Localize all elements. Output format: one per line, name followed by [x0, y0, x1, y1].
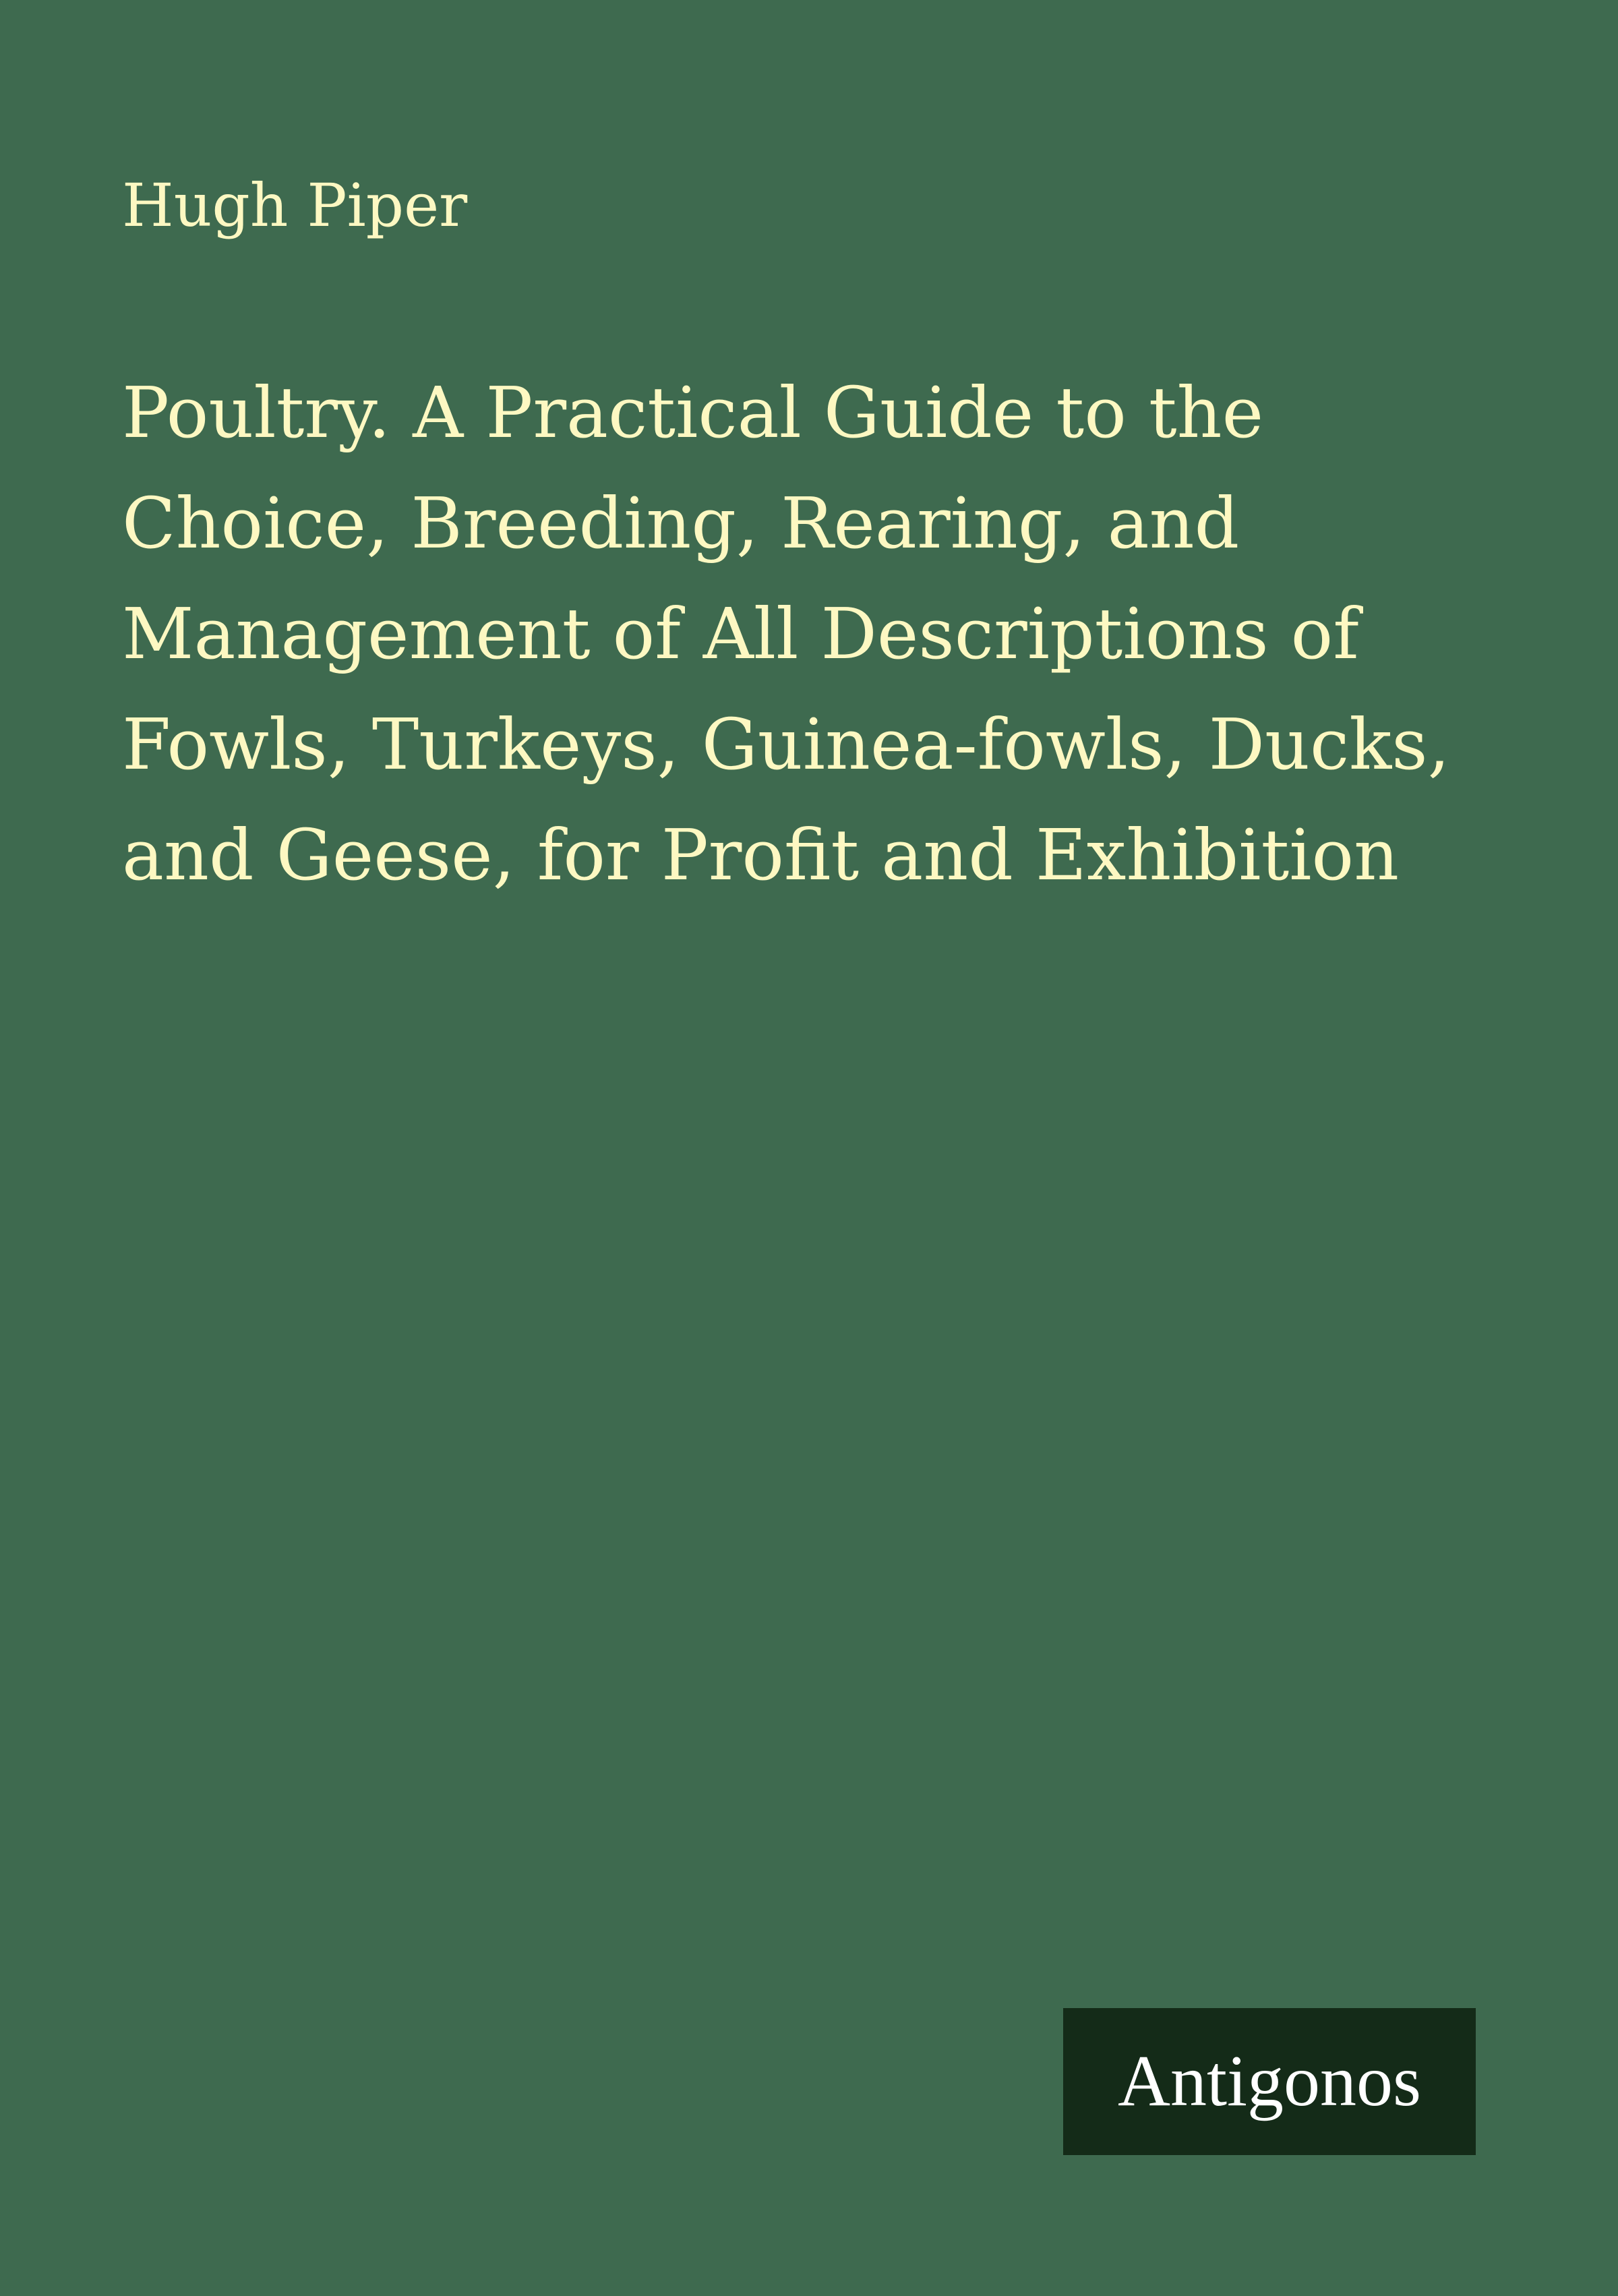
title-line: Choice, Breeding, Rearing, and	[122, 482, 1240, 564]
title-line: Poultry. A Practical Guide to the	[122, 372, 1264, 454]
title-line: Management of All Descriptions of	[122, 593, 1359, 675]
title-line: and Geese, for Profit and Exhibition	[122, 814, 1400, 896]
publisher-name: Antigonos	[1117, 2041, 1422, 2121]
author-name: Hugh Piper	[122, 171, 468, 240]
book-title	[122, 357, 1538, 910]
title-line: Fowls, Turkeys, Guinea-fowls, Ducks,	[122, 703, 1450, 786]
publisher-logo	[1063, 2008, 1476, 2155]
